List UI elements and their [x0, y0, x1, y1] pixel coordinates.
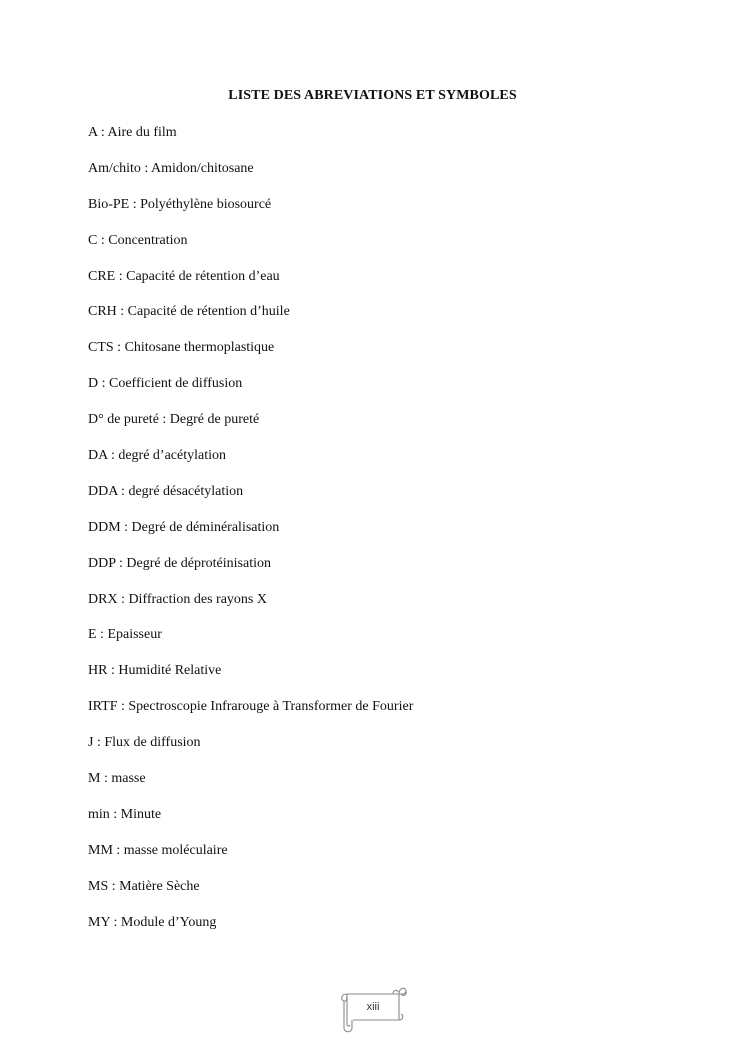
list-item: MS : Matière Sèche: [88, 878, 200, 894]
list-item: E : Epaisseur: [88, 627, 162, 643]
list-item: min : Minute: [88, 806, 162, 822]
list-item: DDA : degré désacétylation: [88, 483, 244, 499]
list-item: HR : Humidité Relative: [88, 663, 222, 679]
list-item: M : masse: [88, 771, 146, 787]
abbreviation-list: [88, 124, 413, 949]
page-number: xiii: [366, 1001, 380, 1013]
list-item: D : Coefficient de diffusion: [88, 376, 243, 392]
list-item: Bio-PE : Polyéthylène biosourcé: [88, 196, 272, 212]
list-item: DRX : Diffraction des rayons X: [88, 591, 267, 607]
list-item: MY : Module d’Young: [88, 914, 217, 930]
list-item: A : Aire du film: [88, 125, 177, 140]
list-item: DDM : Degré de déminéralisation: [88, 519, 280, 535]
page-title: LISTE DES ABREVIATIONS ET SYMBOLES: [228, 88, 517, 103]
page-footer: [337, 982, 409, 1034]
list-item: DA : degré d’acétylation: [88, 448, 227, 464]
list-item: C : Concentration: [88, 232, 188, 248]
list-item: DDP : Degré de déprotéinisation: [88, 555, 271, 571]
list-item: CTS : Chitosane thermoplastique: [88, 340, 275, 356]
list-item: CRH : Capacité de rétention d’huile: [88, 304, 290, 320]
list-item: MM : masse moléculaire: [88, 842, 228, 858]
list-item: CRE : Capacité de rétention d’eau: [88, 268, 280, 284]
list-item: D° de pureté : Degré de pureté: [88, 412, 260, 428]
list-item: IRTF : Spectroscopie Infrarouge à Transformer de Fourier: [88, 699, 414, 715]
list-item: J : Flux de diffusion: [88, 735, 201, 751]
list-item: Am/chito : Amidon/chitosane: [88, 160, 254, 176]
